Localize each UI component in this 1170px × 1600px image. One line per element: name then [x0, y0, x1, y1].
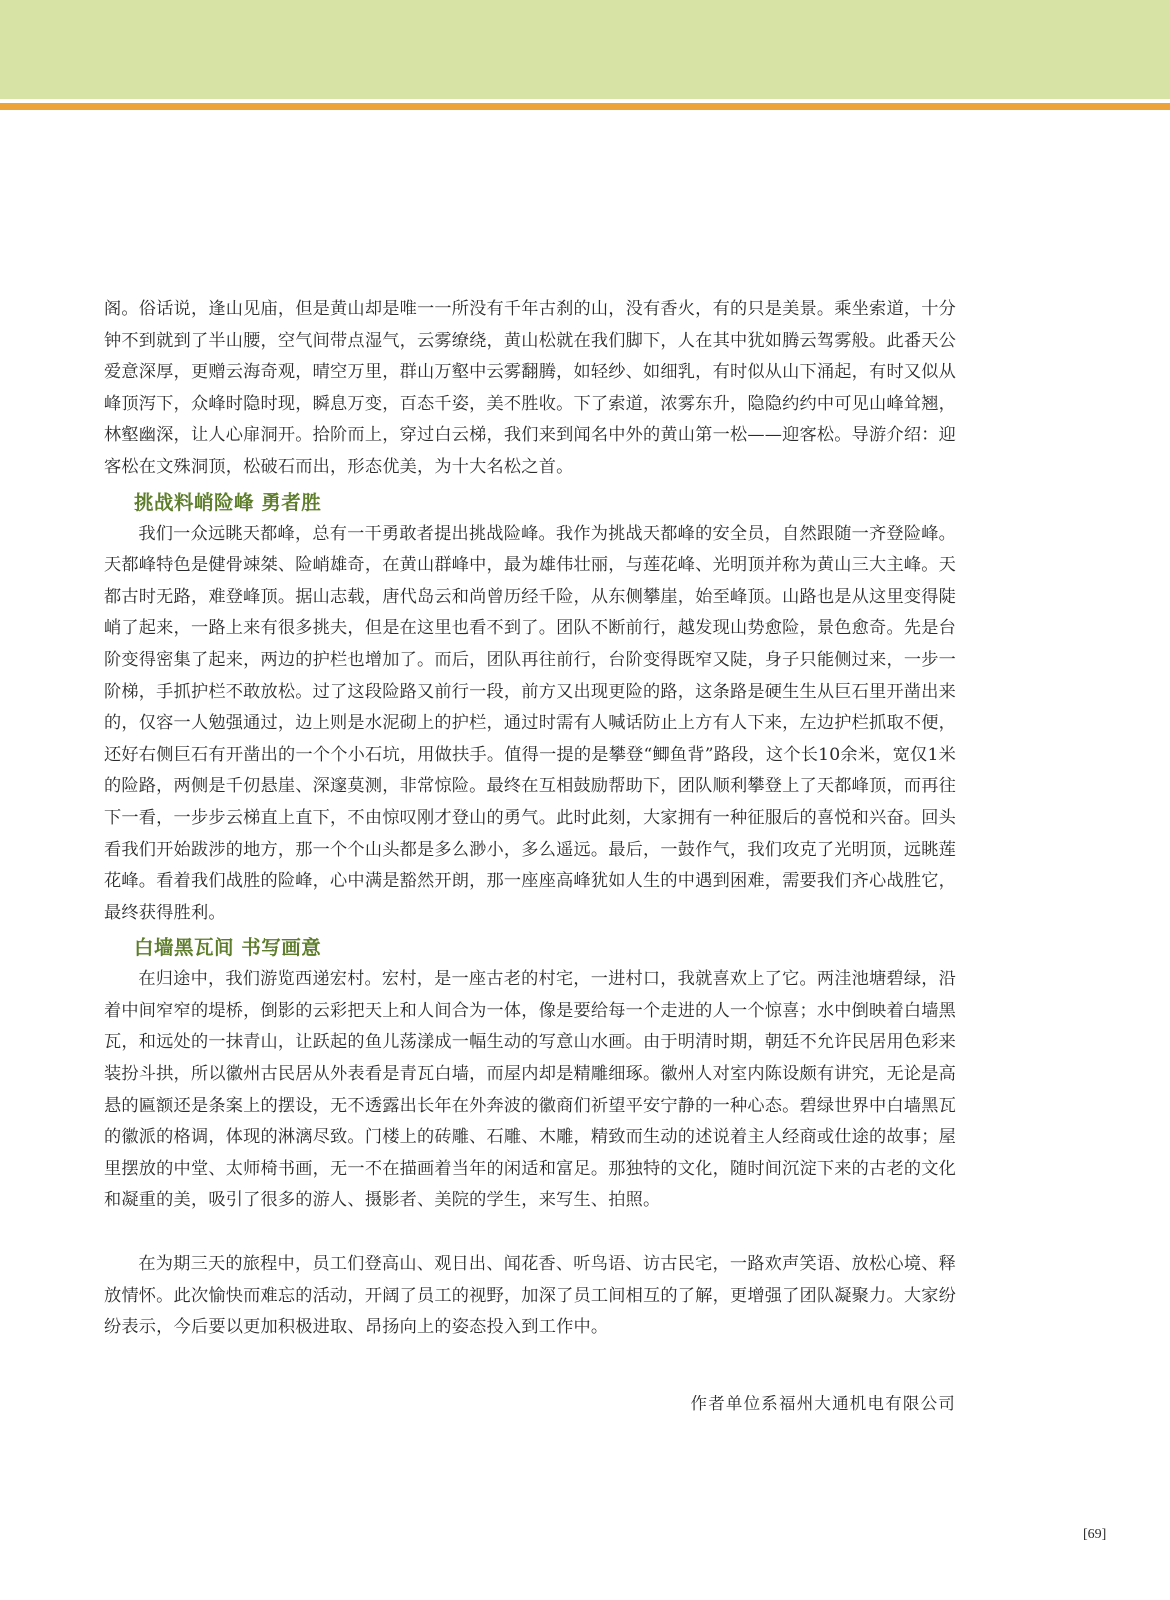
header-stripe: [0, 103, 1170, 110]
section-heading-challenge: 挑战料峭险峰 勇者胜: [134, 490, 322, 514]
challenge-paragraph: 我们一众远眺天都峰，总有一干勇敢者提出挑战险峰。我作为挑战天都峰的安全员，自然跟随一齐登险峰。天都峰特色是健骨竦桀、险峭雄奇，在黄山群峰中，最为雄伟壮丽，与莲花峰、光明顶并称为黄山三大主峰。天都古时无路，难登峰顶。据山志载，唐代岛云和尚曾历经千险，从东侧攀崖，始至峰顶。山路也是从这里变得陡峭了起来，一路上来有很多挑夫，但是在这里也看不到了。团队不断前行，越发现山势愈险，景色愈奇。先是台阶变得密集了起来，两边的护栏也增加了。而后，团队再往前行，台阶变得既窄又陡，身子只能侧过来，一步一阶梯，手抓护栏不敢放松。过了这段险路又前行一段，前方又出现更险的路，这条路是硬生生从巨石里开凿出来的，仅容一人勉强通过，边上则是水泥砌上的护栏，通过时需有人喊话防止上方有人下来，左边护栏抓取不便，还好右侧巨石有开凿出的一个个小石坑，用做扶手。值得一提的是攀登“鲫鱼背”路段，这个长10余米，宽仅1米的险路，两侧是千仞悬崖、深邃莫测，非常惊险。最终在互相鼓励帮助下，团队顺利攀登上了天都峰顶，而再往下一看，一步步云梯直上直下，不由惊叹刚才登山的勇气。此时此刻，大家拥有一种征服后的喜悦和兴奋。回头看我们开始跋涉的地方，那一个个山头都是多么渺小，多么遥远。最后，一鼓作气，我们攻克了光明顶，远眺莲花峰。看着我们战胜的险峰，心中满是豁然开朗，那一座座高峰犹如人生的中遇到困难，需要我们齐心战胜它，最终获得胜利。: [104, 523, 956, 923]
page-number: [1083, 1527, 1106, 1543]
page-bracket-left: [: [1083, 1527, 1088, 1542]
header-band: [0, 0, 1170, 99]
paragraph-gap: [104, 1217, 956, 1249]
conclusion-paragraph: 在为期三天的旅程中，员工们登高山、观日出、闻花香、听鸟语、访古民宅，一路欢声笑语、放松心境、释放情怀。此次愉快而难忘的活动，开阔了员工的视野，加深了员工间相互的了解，更增强了团队凝聚力。大家纷纷表示，今后要以更加积极进取、昂扬向上的姿态投入到工作中。: [104, 1254, 956, 1338]
author-affiliation: 作者单位系福州大通机电有限公司: [690, 1394, 956, 1413]
page-bracket-right: ]: [1101, 1527, 1107, 1542]
intro-paragraph: 阁。俗话说，逢山见庙，但是黄山却是唯一一所没有千年古刹的山，没有香火，有的只是美景。乘坐索道，十分钟不到就到了半山腰，空气间带点湿气，云雾缭绕，黄山松就在我们脚下，人在其中犹如腾云驾雾般。此番天公爱意深厚，更赠云海奇观，晴空万里，群山万壑中云雾翻腾，如轻纱、如细乳，有时似从山下涌起，有时又似从峰顶泻下，众峰时隐时现，瞬息万变，百态千姿，美不胜收。下了索道，浓雾东升，隐隐约约中可见山峰耸翘，林壑幽深，让人心扉洞开。拾阶而上，穿过白云梯，我们来到闻名中外的黄山第一松——迎客松。导游介绍：迎客松在文殊洞顶，松破石而出，形态优美，为十大名松之首。: [104, 299, 956, 477]
section-heading-village: 白墙黑瓦间 书写画意: [134, 936, 322, 960]
page-number-value: 69: [1087, 1527, 1102, 1542]
article-body: [104, 294, 956, 1344]
village-paragraph: 在归途中，我们游览西递宏村。宏村，是一座古老的村宅，一进村口，我就喜欢上了它。两洼池塘碧绿，沿着中间窄窄的堤桥，倒影的云彩把天上和人间合为一体，像是要给每一个走进的人一个惊喜；水中倒映着白墙黑瓦，和远处的一抹青山，让跃起的鱼儿荡漾成一幅生动的写意山水画。由于明清时期，朝廷不允许民居用色彩来装扮斗拱，所以徽州古民居从外表看是青瓦白墙，而屋内却是精雕细琢。徽州人对室内陈设颇有讲究，无论是高悬的匾额还是条案上的摆设，无不透露出长年在外奔波的徽商们祈望平安宁静的一种心态。碧绿世界中白墙黑瓦的徽派的格调，体现的淋漓尽致。门楼上的砖雕、石雕、木雕，精致而生动的述说着主人经商或仕途的故事；屋里摆放的中堂、太师椅书画，无一不在描画着当年的闲适和富足。那独特的文化，随时间沉淀下来的古老的文化和凝重的美，吸引了很多的游人、摄影者、美院的学生，来写生、拍照。: [104, 969, 956, 1211]
